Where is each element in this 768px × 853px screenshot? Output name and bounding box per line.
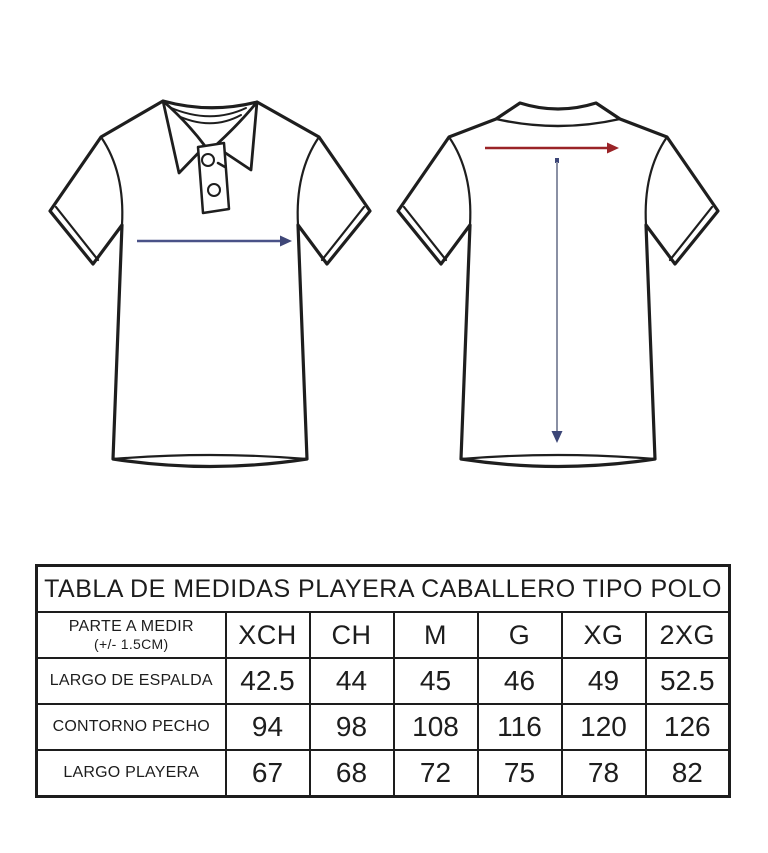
cell-value: 126	[646, 704, 730, 750]
cell-value: 67	[226, 750, 310, 796]
size-header-m: M	[394, 612, 478, 658]
row-label: LARGO PLAYERA	[37, 750, 226, 796]
table-title: TABLA DE MEDIDAS PLAYERA CABALLERO TIPO POLO	[37, 566, 730, 613]
cell-value: 78	[562, 750, 646, 796]
cell-value: 68	[310, 750, 394, 796]
cell-value: 49	[562, 658, 646, 704]
size-table	[35, 564, 731, 798]
measure-header-tolerance: (+/- 1.5CM)	[94, 636, 169, 653]
cell-value: 108	[394, 704, 478, 750]
polo-front-drawing	[45, 70, 375, 480]
row-label: LARGO DE ESPALDA	[37, 658, 226, 704]
table-row-contorno-pecho	[37, 704, 730, 750]
cell-value: 45	[394, 658, 478, 704]
measure-header-label: PARTE A MEDIR	[68, 617, 194, 635]
table-title-row	[37, 566, 730, 613]
table-header-row	[37, 612, 730, 658]
cell-value: 52.5	[646, 658, 730, 704]
cell-value: 72	[394, 750, 478, 796]
cell-value: 82	[646, 750, 730, 796]
cell-value: 75	[478, 750, 562, 796]
size-header-ch: CH	[310, 612, 394, 658]
table-row-largo-playera	[37, 750, 730, 796]
cell-value: 98	[310, 704, 394, 750]
front-placket	[198, 143, 229, 213]
cell-value: 120	[562, 704, 646, 750]
cell-value: 42.5	[226, 658, 310, 704]
cell-value: 44	[310, 658, 394, 704]
row-label: CONTORNO PECHO	[37, 704, 226, 750]
polo-back-drawing	[393, 70, 723, 480]
size-header-xg: XG	[562, 612, 646, 658]
cell-value: 46	[478, 658, 562, 704]
size-header-g: G	[478, 612, 562, 658]
size-header-2xg: 2XG	[646, 612, 730, 658]
size-header-xch: XCH	[226, 612, 310, 658]
cell-value: 116	[478, 704, 562, 750]
measure-header	[37, 612, 226, 658]
table-row-largo-espalda	[37, 658, 730, 704]
cell-value: 94	[226, 704, 310, 750]
